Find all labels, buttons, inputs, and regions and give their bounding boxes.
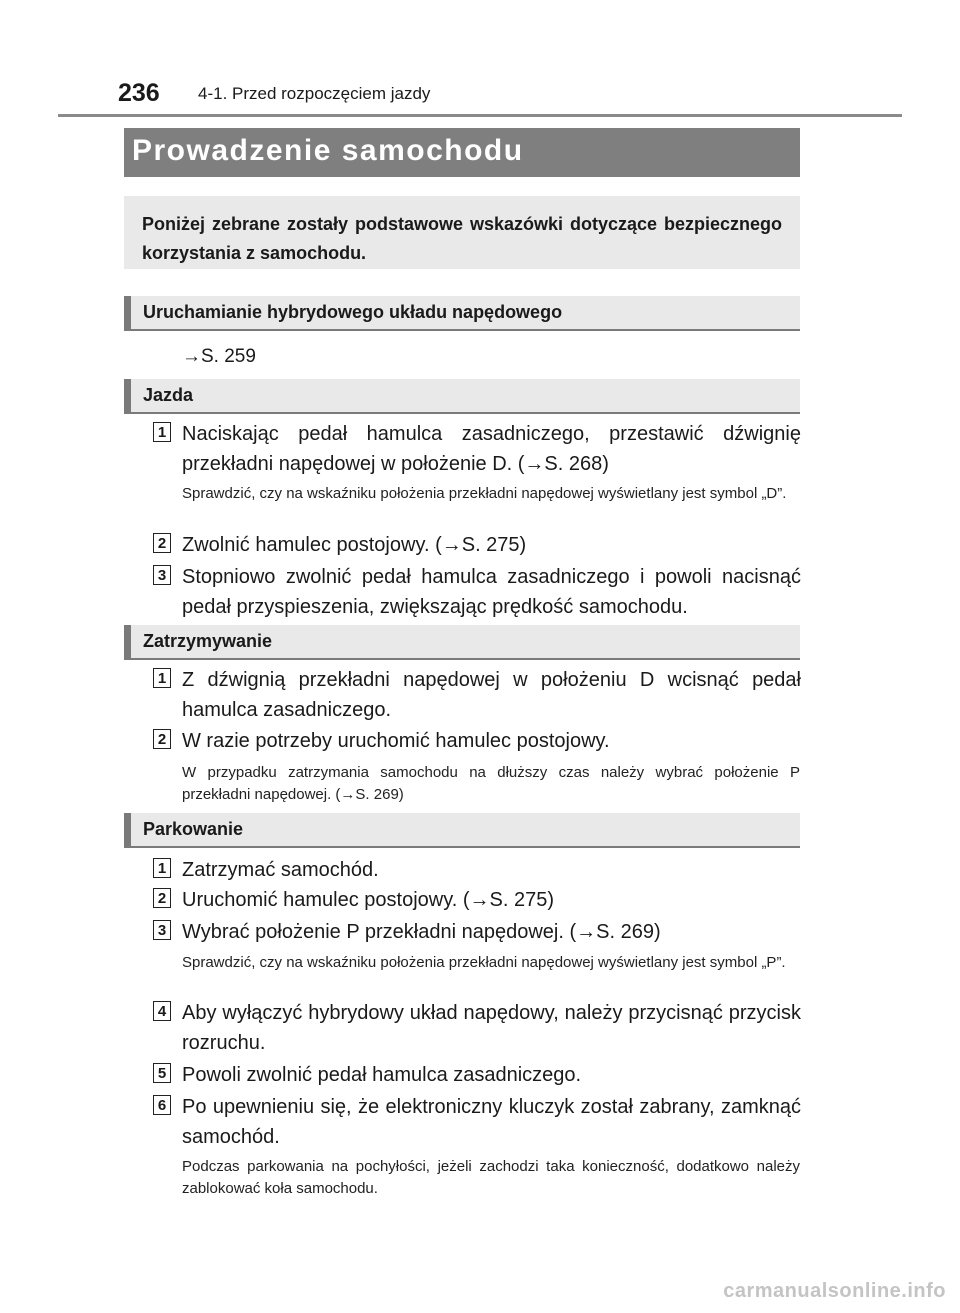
intro-text: Poniżej zebrane zostały podstawowe wskazówki dotyczące bezpiecznego korzystania z samochodu. bbox=[142, 214, 782, 263]
step-text: W razie potrzeby uruchomić hamulec postojowy. bbox=[182, 730, 610, 752]
step-text: Wybrać położenie P przekładni napędowej. (→S. 269) bbox=[182, 921, 661, 943]
step-item bbox=[153, 1092, 801, 1152]
step-text: Po upewnieniu się, że elektroniczny kluczyk został zabrany, zamknąć samochód. bbox=[182, 1096, 801, 1148]
section-heading-drive bbox=[124, 379, 800, 414]
step-number: 2 bbox=[153, 888, 171, 908]
step-text: Uruchomić hamulec postojowy. (→S. 275) bbox=[182, 889, 554, 911]
section-heading-label: Jazda bbox=[143, 385, 194, 405]
page-number: 236 bbox=[118, 79, 160, 107]
step-item bbox=[153, 998, 801, 1058]
section-heading-label: Uruchamianie hybrydowego układu napędowego bbox=[143, 302, 563, 322]
step-text: Stopniowo zwolnić pedał hamulca zasadniczego i powoli nacisnąć pedał przyspieszenia, zwiększając prędkość samochodu. bbox=[182, 566, 801, 618]
step-text: Aby wyłączyć hybrydowy układ napędowy, należy przycisnąć przycisk rozruchu. bbox=[182, 1002, 801, 1054]
step-item bbox=[153, 530, 801, 560]
step-number: 1 bbox=[153, 668, 171, 688]
step-text: Zwolnić hamulec postojowy. (→S. 275) bbox=[182, 534, 527, 556]
note-text: Sprawdzić, czy na wskaźniku położenia przekładni napędowej wyświetlany jest symbol „D”. bbox=[182, 485, 787, 502]
section-heading-label: Zatrzymywanie bbox=[143, 631, 273, 651]
page-title: Prowadzenie samochodu bbox=[132, 134, 524, 167]
step-number: 1 bbox=[153, 422, 171, 442]
step-item bbox=[153, 562, 801, 622]
step-text: Zatrzymać samochód. bbox=[182, 859, 379, 881]
step-number: 3 bbox=[153, 565, 171, 585]
step-number: 1 bbox=[153, 858, 171, 878]
header-divider bbox=[58, 114, 902, 117]
page-reference: →S. 259 bbox=[182, 346, 256, 367]
step-number: 3 bbox=[153, 920, 171, 940]
step-item bbox=[153, 917, 801, 947]
step-item bbox=[153, 1060, 801, 1090]
step-item bbox=[153, 855, 801, 885]
note-text: W przypadku zatrzymania samochodu na dłuższy czas należy wybrać położenie P przekładni napędowej. (→S. 269) bbox=[182, 764, 800, 803]
step-text: Naciskając pedał hamulca zasadniczego, przestawić dźwignię przekładni napędowej w położenie D. (→S. 268) bbox=[182, 423, 801, 475]
step-number: 6 bbox=[153, 1095, 171, 1115]
section-heading-park bbox=[124, 813, 800, 848]
watermark: carmanualsonline.info bbox=[723, 1280, 946, 1302]
step-number: 4 bbox=[153, 1001, 171, 1021]
section-heading-start bbox=[124, 296, 800, 331]
section-heading-label: Parkowanie bbox=[143, 819, 244, 839]
section-heading-stop bbox=[124, 625, 800, 660]
step-number: 5 bbox=[153, 1063, 171, 1083]
step-item bbox=[153, 665, 801, 725]
step-text: Z dźwignią przekładni napędowej w położeniu D wcisnąć pedał hamulca zasadniczego. bbox=[182, 669, 801, 721]
step-item bbox=[153, 726, 801, 756]
chapter-title: 4-1. Przed rozpoczęciem jazdy bbox=[198, 84, 431, 103]
page-title-bar bbox=[124, 128, 800, 177]
note-text: Sprawdzić, czy na wskaźniku położenia przekładni napędowej wyświetlany jest symbol „P”. bbox=[182, 954, 786, 971]
step-text: Powoli zwolnić pedał hamulca zasadniczego. bbox=[182, 1064, 582, 1086]
note-text: Podczas parkowania na pochyłości, jeżeli zachodzi taka konieczność, dodatkowo należy zablokować koła samochodu. bbox=[182, 1158, 800, 1197]
step-item bbox=[153, 885, 801, 915]
intro-box bbox=[124, 196, 800, 269]
step-item bbox=[153, 419, 801, 479]
step-number: 2 bbox=[153, 533, 171, 553]
step-number: 2 bbox=[153, 729, 171, 749]
